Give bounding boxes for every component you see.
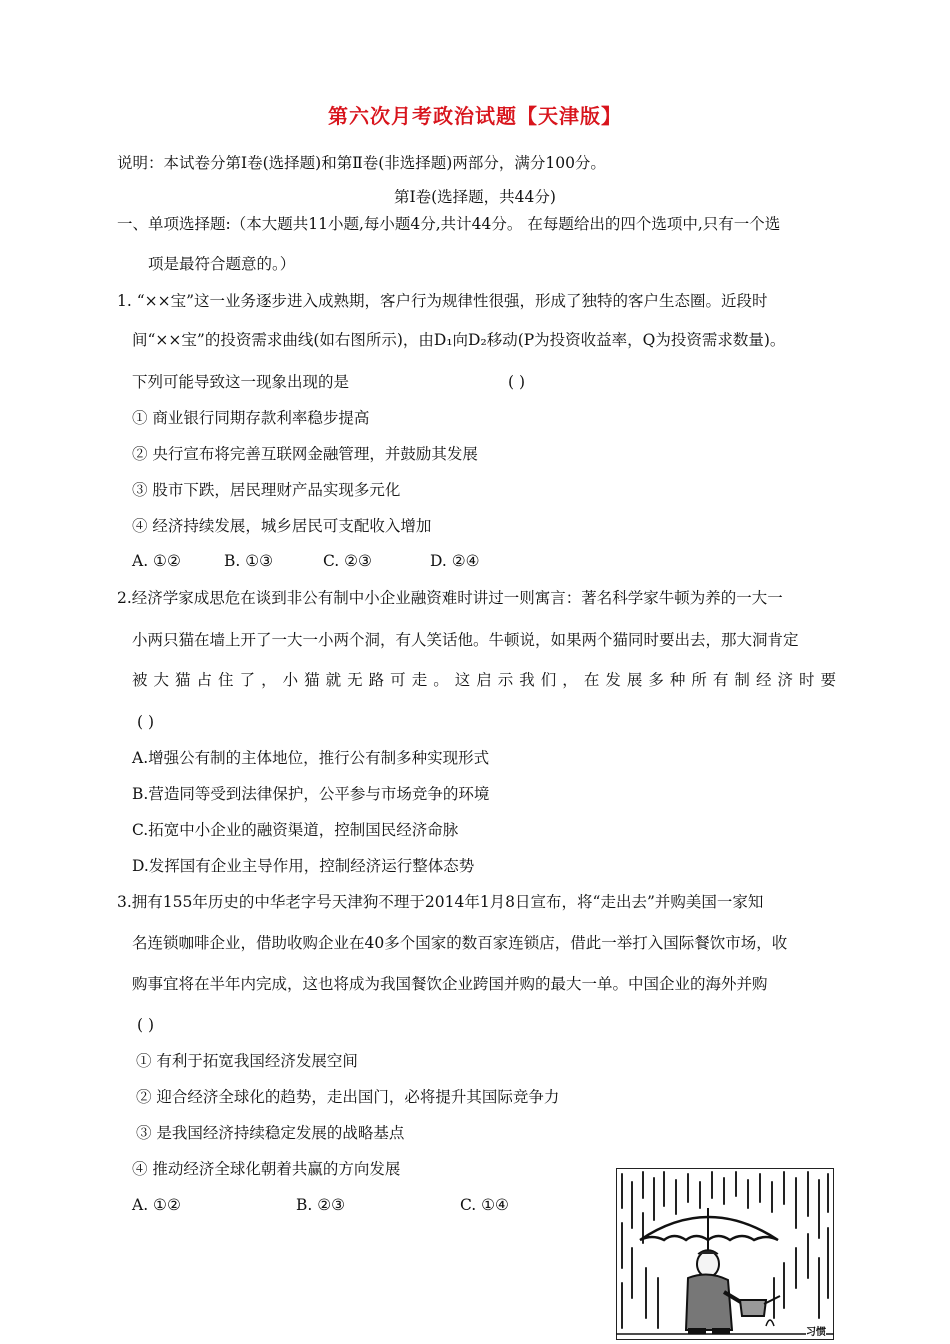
part1-heading-line1: 一、单项选择题:（本大题共11小题,每小题4分,共计44分。 在每题给出的四个选项中,只有一个选	[117, 215, 781, 233]
q2-option-b[interactable]: B.营造同等受到法律保护，公平参与市场竞争的环境	[132, 785, 490, 803]
q3-stem-line1: 3.拥有155年历史的中华老字号天津狗不理于2014年1月8日宣布，将“走出去”并购美国一家知	[117, 893, 764, 911]
q2-stem-line2: 小两只猫在墙上开了一大一小两个洞，有人笑话他。牛顿说，如果两个猫同时要出去，那大洞肯定	[132, 631, 799, 649]
cartoon-drawing	[616, 1168, 834, 1340]
q3-option-a[interactable]: A. ①②	[132, 1196, 181, 1214]
part1-heading-line2: 项是最符合题意的。）	[148, 255, 296, 273]
q1-stem-line1: 1. “××宝”这一业务逐步进入成熟期，客户行为规律性很强，形成了独特的客户生态圈。近段时	[117, 292, 768, 310]
q1-item: ② 央行宣布将完善互联网金融管理，并鼓励其发展	[132, 445, 478, 463]
q2-stem-line1: 2.经济学家成思危在谈到非公有制中小企业融资难时讲过一则寓言：著名科学家牛顿为养的一大一	[117, 589, 783, 607]
q3-item: ③ 是我国经济持续稳定发展的战略基点	[136, 1124, 405, 1142]
q3-options	[132, 1195, 509, 1215]
q1-item: ① 商业银行同期存款利率稳步提高	[132, 409, 370, 427]
q2-option-a[interactable]: A.增强公有制的主体地位，推行公有制多种实现形式	[132, 749, 490, 767]
cartoon-caption: 习惯	[806, 1323, 826, 1338]
q1-option-c[interactable]: C. ②③	[323, 552, 372, 570]
q1-item: ④ 经济持续发展，城乡居民可支配收入增加	[132, 517, 432, 535]
q3-stem-line2: 名连锁咖啡企业，借助收购企业在40多个国家的数百家连锁店，借此一举打入国际餐饮市场，收	[132, 934, 788, 952]
q1-stem-line2: 间“××宝”的投资需求曲线(如右图所示)，由D₁向D₂移动(P为投资收益率，Q为投资需求数量)。	[132, 331, 786, 349]
q2-option-d[interactable]: D.发挥国有企业主导作用，控制经济运行整体态势	[132, 857, 475, 875]
q2-stem-line3: 被大猫占住了，小猫就无路可走。这启示我们，在发展多种所有制经济时要	[132, 671, 836, 689]
q1-option-a[interactable]: A. ①②	[132, 552, 181, 570]
q3-item: ② 迎合经济全球化的趋势，走出国门，必将提升其国际竞争力	[136, 1088, 560, 1106]
q3-item: ④ 推动经济全球化朝着共赢的方向发展	[132, 1160, 401, 1178]
q3-option-b[interactable]: B. ②③	[296, 1196, 346, 1214]
q1-item: ③ 股市下跌，居民理财产品实现多元化	[132, 481, 401, 499]
q2-option-c[interactable]: C.拓宽中小企业的融资渠道，控制国民经济命脉	[132, 821, 459, 839]
q1-stem-line3: 下列可能导致这一现象出现的是	[132, 373, 350, 391]
q1-options	[132, 551, 480, 571]
q1-option-b[interactable]: B. ①③	[224, 552, 274, 570]
q3-option-c[interactable]: C. ①④	[460, 1196, 509, 1214]
q1-answer-paren: ( )	[508, 373, 526, 391]
q2-answer-paren: ( )	[137, 713, 155, 731]
exam-instructions: 说明：本试卷分第Ⅰ卷(选择题)和第Ⅱ卷(非选择题)两部分，满分100分。	[117, 154, 606, 172]
q3-answer-paren: ( )	[137, 1016, 155, 1034]
section-header: 第Ⅰ卷(选择题，共44分)	[394, 188, 556, 206]
q3-stem-line3: 购事宜将在半年内完成，这也将成为我国餐饮企业跨国并购的最大一单。中国企业的海外并购	[132, 975, 768, 993]
exam-title: 第六次月考政治试题【天津版】	[328, 104, 622, 128]
cartoon-umbrella-image	[616, 1168, 834, 1340]
q1-option-d[interactable]: D. ②④	[430, 552, 480, 570]
q3-item: ① 有利于拓宽我国经济发展空间	[136, 1052, 358, 1070]
